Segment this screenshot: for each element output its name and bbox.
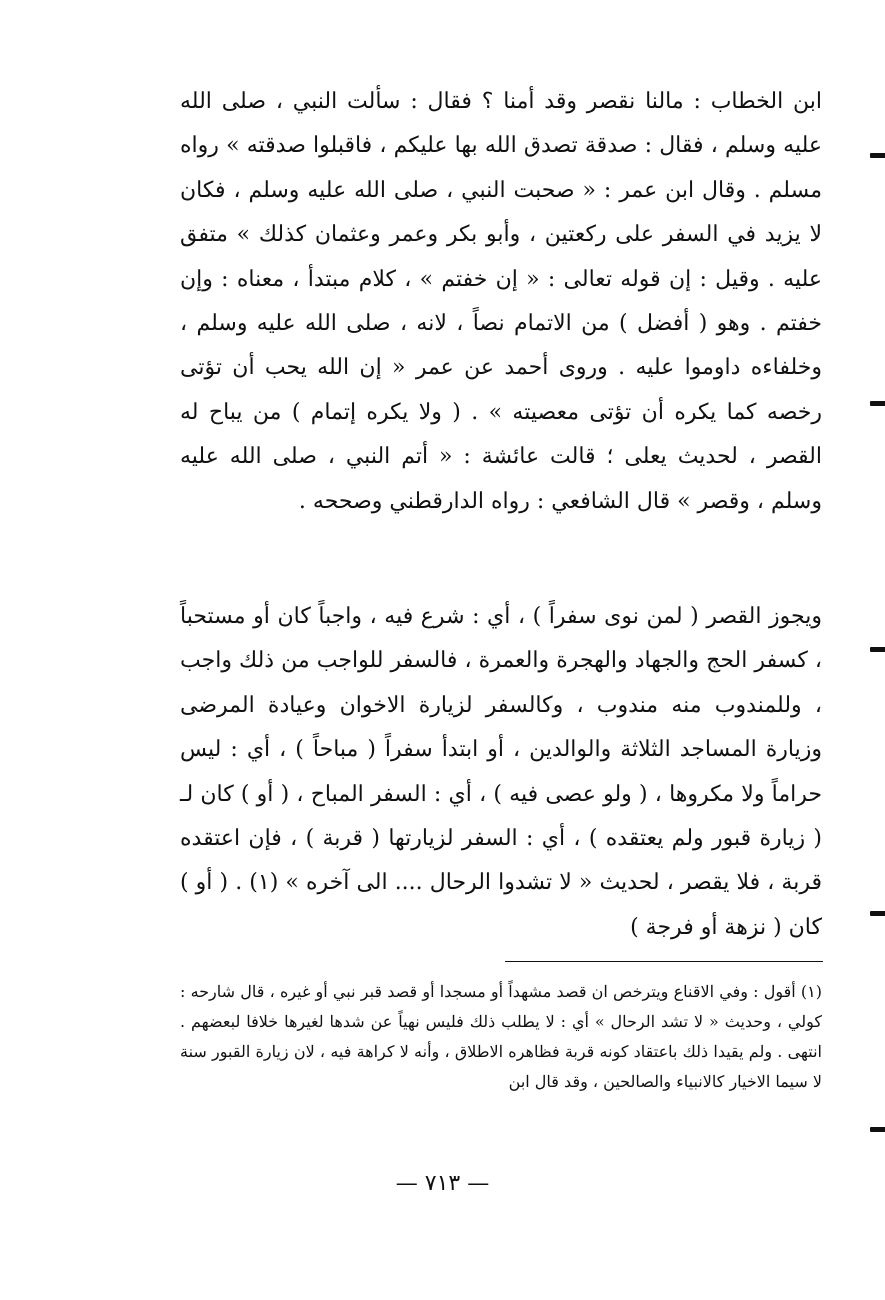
body-paragraph-1: ابن الخطاب : مالنا نقصر وقد أمنا ؟ فقال : سألت النبي ، صلى الله عليه وسلم ، فقال : صدقة تصدق الله بها عليكم ، فاقبلوا صدقته » رواه مسلم . وقال ابن عمر : « صحبت النبي ، صلى الله عليه وسلم ، فكان لا يزيد في السفر على ركعتين ، وأبو بكر وعمر وعثمان كذلك » متفق عليه . وقيل : إن قوله تعالى : « إن خفتم » ، كلام مبتدأ ، معناه : وإن خفتم . وهو ( أفضل ) من الاتمام نصاً ، لانه ، صلى الله عليه وسلم ، وخلفاءه داوموا عليه . وروى أحمد عن عمر « إن الله يحب أن تؤتى رخصه كما يكره أن تؤتى معصيته » . ( ولا يكره إتمام ) من يباح له القصر ، لحديث يعلى ؛ قالت عائشة : « أتم النبي ، صلى الله عليه وسلم ، وقصر » قال الشافعي : رواه الدارقطني وصححه . [180, 89, 822, 514]
page-edge-mark [870, 647, 885, 652]
page-edge-mark [870, 401, 885, 406]
body-text-block-2 [180, 595, 822, 950]
footnote-text: (١) أقول : وفي الاقناع ويترخص ان قصد مشهداً أو مسجدا أو قصد قبر نبي أو غيره ، قال شارحه : كولي ، وحديث « لا تشد الرحال » أي : لا يطلب ذلك فليس نهياً عن شدها لغيرها خلافا لبعضهم . انتهى . ولم يقيدا ذلك باعتقاد كونه قربة فظاهره الاطلاق ، وأنه لا كراهة فيه ، لان زيارة القبور سنة لا سيما الاخيار كالانبياء والصالحين ، وقد قال ابن [180, 982, 823, 1091]
footnote-separator [505, 961, 823, 962]
body-text-block-1 [180, 80, 822, 524]
page-edge-mark [870, 1127, 885, 1132]
page-edge-mark [870, 153, 885, 158]
page-edge-mark [870, 911, 885, 916]
page-number: — ٧١٣ — [395, 1171, 490, 1196]
body-paragraph-2: ويجوز القصر ( لمن نوى سفراً ) ، أي : شرع فيه ، واجباً كان أو مستحباً ، كسفر الحج والجهاد والهجرة والعمرة ، فالسفر للواجب من ذلك واجب ، وللمندوب منه مندوب ، وكالسفر لزيارة الاخوان وعيادة المرضى وزيارة المساجد الثلاثة والوالدين ، أو ابتدأ سفراً ( مباحاً ) ، أي : ليس حراماً ولا مكروها ، ( ولو عصى فيه ) ، أي : السفر المباح ، ( أو ) كان لـ ( زيارة قبور ولم يعتقده ) ، أي : السفر لزيارتها ( قربة ) ، فإن اعتقده قربة ، فلا يقصر ، لحديث « لا تشدوا الرحال .... الى آخره » (١) . ( أو ) كان ( نزهة أو فرجة ) [180, 604, 823, 940]
footnote-block [180, 977, 822, 1097]
